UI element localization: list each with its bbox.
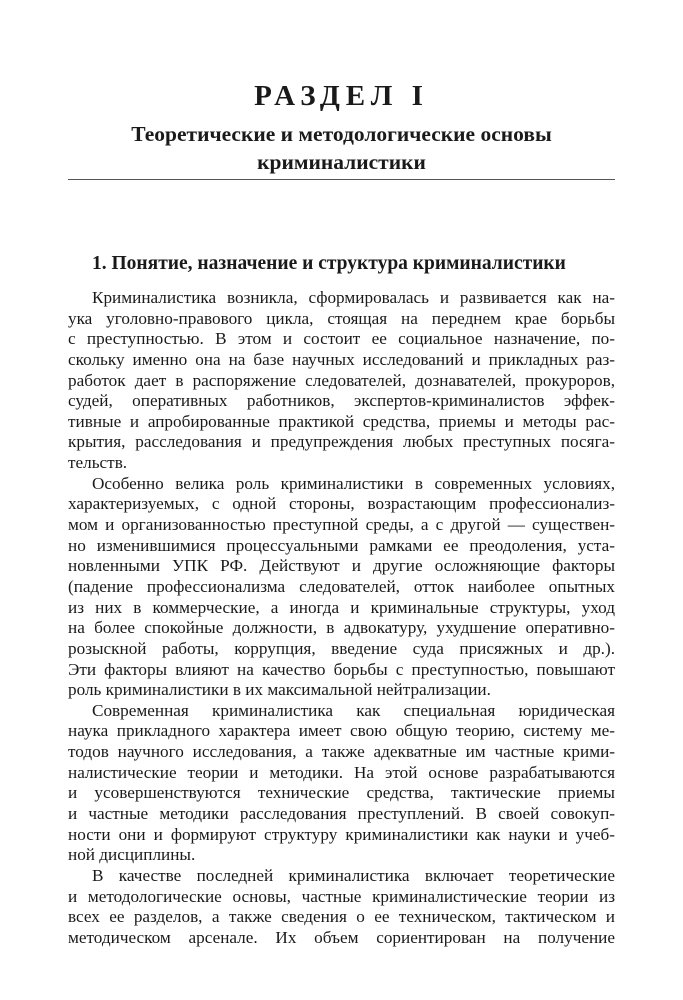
chapter-title: 1. Понятие, назначение и структура криминалистики [92,253,566,274]
text-line: и методологические основы, частные криминалистические теории из [68,886,615,906]
text-line: мом и организованностью преступной среды, а с другой — существен- [68,515,615,535]
text-line: из них в коммерческие, а иногда и криминальные структуры, уход [68,597,615,617]
text-line: с преступностью. В этом и состоит ее социальное назначение, по- [68,329,615,349]
text-line: Особенно велика роль криминалистики в современных условиях, [92,473,615,493]
section-number: РАЗДЕЛ I [254,80,429,112]
text-line: ной дисциплины. [68,845,196,865]
section-divider [68,179,615,180]
text-line: тельств. [68,453,128,473]
text-line: В качестве последней криминалистика включает теоретические [92,865,615,885]
text-line: (падение профессионализма следователей, отток наиболее опытных [68,576,615,596]
text-line: но изменившимися процессуальными рамками ее преодоления, уста- [68,535,615,555]
text-line: и усовершенствуются технические средства, тактические приемы [68,783,615,803]
text-line: скольку именно она на базе научных исследований и прикладных раз- [68,349,615,369]
text-line: методическом арсенале. Их объем сориентирован на получение [68,927,615,947]
text-line: всех ее разделов, а также сведения о ее техническом, тактическом и [68,907,615,927]
text-line: судей, оперативных работников, экспертов-криминалистов эффек- [68,391,615,411]
section-title [68,120,615,176]
text-line: новленными УПК РФ. Действуют и другие осложняющие факторы [68,556,615,576]
text-line: роль криминалистики в их максимальной нейтрализации. [68,680,491,700]
text-line: розыскной работы, коррупция, введение суда присяжных и др.). [68,638,615,658]
text-line: тивные и апробированные практикой средства, приемы и методы рас- [68,411,615,431]
text-line: Эти факторы влияют на качество борьбы с преступностью, повышают [68,659,615,679]
text-line: на более спокойные должности, в адвокатуру, ухудшение оперативно- [68,618,615,638]
body-text [68,288,615,949]
text-line: налистические теории и методики. На этой основе разрабатываются [68,762,615,782]
text-line: крытия, расследования и предупреждения любых преступных посяга- [68,432,615,452]
text-line: и частные методики расследования преступлений. В своей совокуп- [68,804,615,824]
text-line: ука уголовно-правового цикла, стоящая на переднем крае борьбы [68,308,615,328]
section-title-line-1: Теоретические и методологические основы [131,122,552,146]
text-line: наука прикладного характера имеет свою общую теорию, систему ме- [68,721,615,741]
text-line: ности они и формируют структуру криминалистики как науки и учеб- [68,824,615,844]
text-line: работок дает в распоряжение следователей, дознавателей, прокуроров, [68,370,615,390]
text-line: характеризуемых, с одной стороны, возрастающим профессионализ- [68,494,615,514]
section-title-line-2: криминалистики [257,150,426,174]
text-line: тодов научного исследования, а также адекватные им частные крими- [68,742,615,762]
text-line: Современная криминалистика как специальная юридическая [92,700,615,720]
text-line: Криминалистика возникла, сформировалась и развивается как на- [92,288,615,307]
